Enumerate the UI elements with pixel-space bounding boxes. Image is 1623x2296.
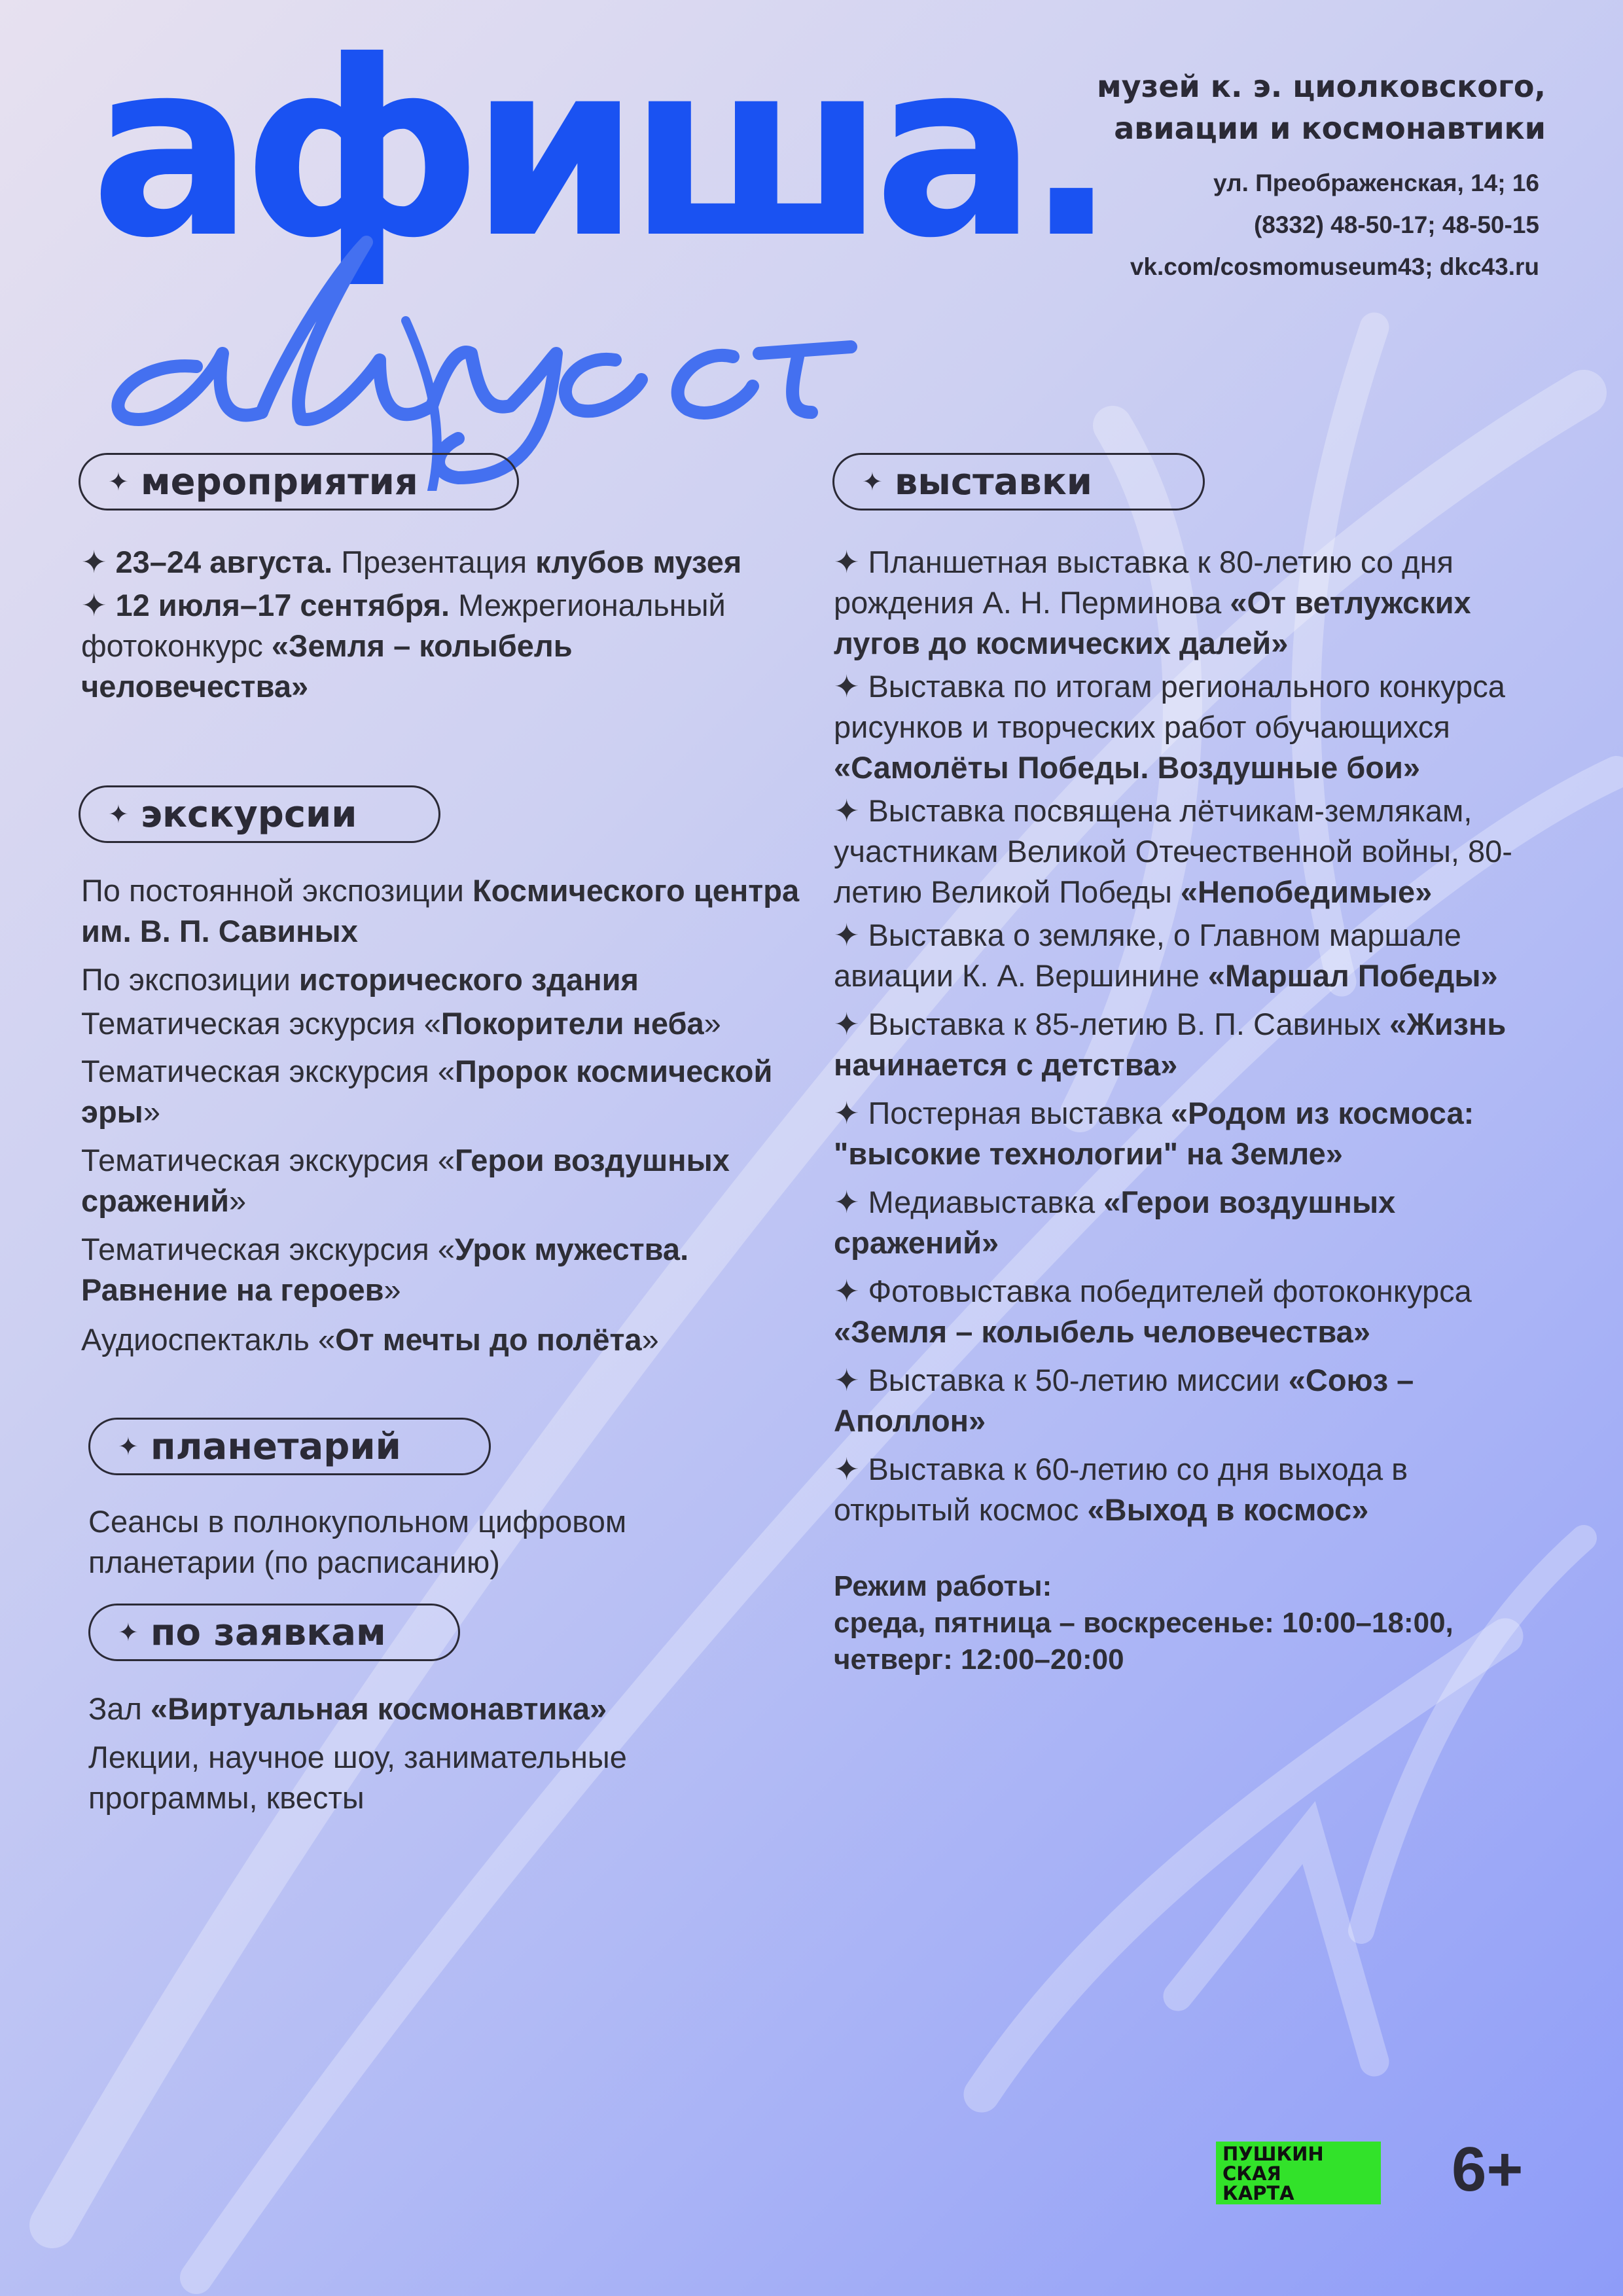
- list-item: Тематическая эскурсия «Покорители неба»: [81, 1006, 721, 1041]
- list-item: Тематическая экскурсия «Урок мужества. Равнение на героев»: [81, 1232, 689, 1307]
- four-point-star-icon: ✦: [81, 588, 116, 622]
- section-on-request-header: [88, 1604, 460, 1661]
- section-tours-header: [79, 785, 440, 843]
- contacts: [1130, 162, 1539, 288]
- month-script-title: [92, 216, 877, 491]
- four-point-star-icon: ✦: [108, 800, 129, 829]
- section-planetarium-header: [88, 1418, 491, 1475]
- museum-name-line2: авиации и космонавтики: [1114, 111, 1546, 146]
- list-item: ✦ Постерная выставка «Родом из космоса: "высокие технологии" на Земле»: [834, 1096, 1474, 1171]
- four-point-star-icon: ✦: [834, 1007, 860, 1041]
- four-point-star-icon: ✦: [834, 1452, 860, 1486]
- four-point-star-icon: ✦: [118, 1618, 139, 1647]
- list-item: По постоянной экспозиции Космического центра им. В. П. Савиных: [81, 873, 800, 948]
- four-point-star-icon: ✦: [834, 918, 860, 952]
- list-item: Тематическая экскурсия «Пророк космической эры»: [81, 1054, 773, 1129]
- section-on-request-title: по заявкам: [150, 1611, 386, 1654]
- four-point-star-icon: ✦: [834, 1185, 860, 1219]
- opening-hours-line1: среда, пятница – воскресенье: 10:00–18:00,: [834, 1607, 1454, 1639]
- list-item: Зал «Виртуальная космонавтика»: [88, 1691, 607, 1726]
- list-item: ✦ Выставка посвящена лётчикам-землякам, участникам Великой Отечественной войны, 80-летию Великой Победы «Непобедимые»: [834, 793, 1512, 909]
- list-item: ✦ 12 июля–17 сентября. Межрегиональный фотоконкурс «Земля – колыбель человечества»: [81, 588, 726, 704]
- opening-hours: [834, 1568, 1534, 1678]
- pushkin-logo-line1: ПУШКИН: [1222, 2143, 1324, 2165]
- exhibitions-list: [834, 542, 1534, 1678]
- opening-hours-title: Режим работы:: [834, 1570, 1052, 1602]
- list-item: По экспозиции исторического здания: [81, 962, 639, 997]
- tours-list: [81, 870, 808, 1360]
- on-request-list: [88, 1689, 776, 1818]
- pushkin-card-logo: [1216, 2142, 1381, 2204]
- four-point-star-icon: ✦: [118, 1432, 139, 1461]
- list-item: Лекции, научное шоу, занимательные программы, квесты: [88, 1740, 627, 1815]
- planetarium-text: Сеансы в полнокупольном цифровом планетарии (по расписанию): [88, 1504, 627, 1579]
- list-item: ✦ Выставка к 85-летию В. П. Савиных «Жизнь начинается с детства»: [834, 1007, 1507, 1082]
- pushkin-logo-line3: КАРТА: [1222, 2182, 1294, 2204]
- four-point-star-icon: ✦: [834, 793, 860, 828]
- section-exhibitions-title: выставки: [894, 460, 1093, 503]
- section-planetarium-title: планетарий: [150, 1425, 401, 1468]
- section-exhibitions-header: [832, 453, 1205, 511]
- four-point-star-icon: ✦: [834, 545, 860, 579]
- four-point-star-icon: ✦: [834, 1363, 860, 1397]
- list-item: Тематическая экскурсия «Герои воздушных сражений»: [81, 1143, 730, 1218]
- four-point-star-icon: ✦: [108, 467, 129, 496]
- section-events-header: [79, 453, 519, 511]
- four-point-star-icon: ✦: [834, 1096, 860, 1130]
- list-item: ✦ Выставка к 50-летию миссии «Союз – Аполлон»: [834, 1363, 1414, 1438]
- page-title: афиша.: [90, 10, 1106, 291]
- four-point-star-icon: ✦: [834, 669, 860, 704]
- list-item: ✦ 23–24 августа. Презентация клубов музея: [81, 545, 742, 579]
- section-tours-title: экскурсии: [140, 793, 357, 836]
- phones: (8332) 48-50-17; 48-50-15: [1253, 211, 1539, 238]
- museum-name: [1097, 65, 1546, 149]
- four-point-star-icon: ✦: [862, 467, 883, 496]
- list-item: ✦ Выставка по итогам регионального конкурса рисунков и творческих работ обучающихся «Самолёты Победы. Воздушные бои»: [834, 669, 1505, 785]
- pushkin-logo-line2: СКАЯ: [1222, 2162, 1281, 2185]
- events-list: [81, 542, 801, 707]
- four-point-star-icon: ✦: [81, 545, 116, 579]
- four-point-star-icon: ✦: [834, 1274, 860, 1308]
- section-events-title: мероприятия: [140, 460, 418, 503]
- website: vk.com/cosmomuseum43; dkc43.ru: [1130, 253, 1539, 280]
- list-item: ✦ Планшетная выставка к 80-летию со дня рождения А. Н. Перминова «От ветлужских лугов до космических далей»: [834, 545, 1471, 660]
- opening-hours-line2: четверг: 12:00–20:00: [834, 1643, 1124, 1676]
- list-item: ✦ Фотовыставка победителей фотоконкурса «Земля – колыбель человечества»: [834, 1274, 1472, 1349]
- list-item: Аудиоспектакль «От мечты до полёта»: [81, 1322, 659, 1357]
- museum-name-line1: музей к. э. циолковского,: [1097, 69, 1546, 104]
- list-item: ✦ Выставка к 60-летию со дня выхода в открытый космос «Выход в космос»: [834, 1452, 1408, 1527]
- address: ул. Преображенская, 14; 16: [1213, 170, 1539, 196]
- list-item: ✦ Выставка о земляке, о Главном маршале авиации К. А. Вершинине «Маршал Победы»: [834, 918, 1498, 993]
- list-item: ✦ Медиавыставка «Герои воздушных сражений»: [834, 1185, 1396, 1260]
- age-rating: 6+: [1452, 2134, 1524, 2204]
